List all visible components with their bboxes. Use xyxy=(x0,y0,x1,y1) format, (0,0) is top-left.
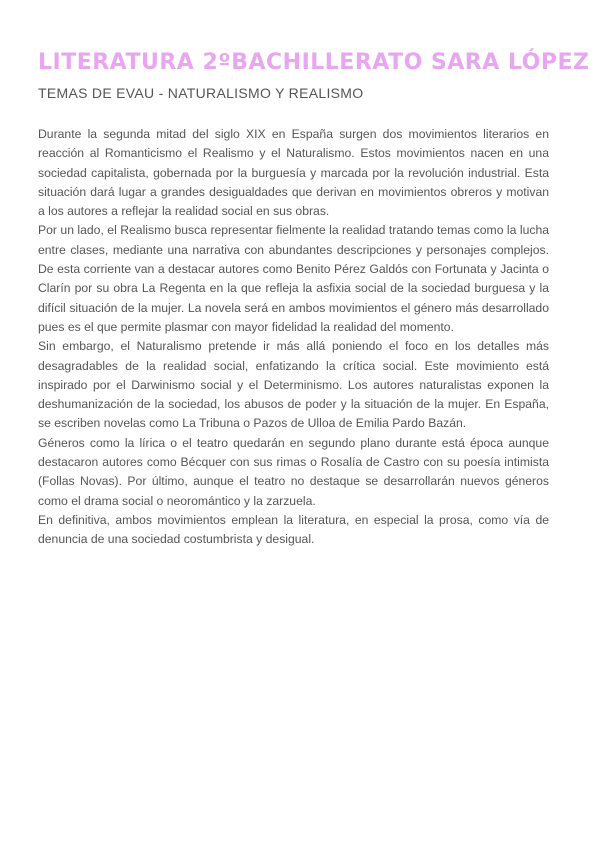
paragraph-generos: Géneros como la lírica o el teatro quedarán en segundo plano durante está época aunque destacaron autores como Bécquer con sus rimas o Rosalía de Castro con su poesía intimista (Follas Novas). Por último, aunque el teatro no destaque se desarrollarán nuevos géneros como el drama social o neoromántico y la zarzuela. xyxy=(38,435,549,508)
document-body xyxy=(38,125,549,550)
paragraph-realismo: Por un lado, el Realismo busca representar fielmente la realidad tratando temas como la lucha entre clases, mediante una narrativa con abundantes descripciones y personajes complejos. De esta corriente van a destacar autores como Benito Pérez Galdós con Fortunata y Jacinta o Clarín por su obra La Regenta en la que refleja la asfixia social de la sociedad burguesa y la difícil situación de la mujer. La novela será en ambos movimientos el género más desarrollado pues es el que permite plasmar con mayor fidelidad la realidad del momento. xyxy=(38,223,549,334)
paragraph-intro: Durante la segunda mitad del siglo XIX en España surgen dos movimientos literarios en reacción al Romanticismo el Realismo y el Naturalismo. Estos movimientos nacen en una sociedad capitalista, gobernada por la burguesía y marcada por la revolución industrial. Esta situación dará lugar a grandes desigualdades que derivan en movimientos obreros y motivan a los autores a reflejar la realidad social en sus obras. xyxy=(38,127,549,219)
paragraph-naturalismo: Sin embargo, el Naturalismo pretende ir más allá poniendo el foco en los detalles más desagradables de la realidad social, enfatizando la crítica social. Este movimiento está inspirado por el Darwinismo social y el Determinismo. Los autores naturalistas exponen la deshumanización de la sociedad, los abusos de poder y la situación de la mujer. En España, se escriben novelas como La Tribuna o Pazos de Ulloa de Emilia Pardo Bazán. xyxy=(38,339,549,431)
paragraph-conclusion: En definitiva, ambos movimientos emplean la literatura, en especial la prosa, como vía de denuncia de una sociedad costumbrista y desigual. xyxy=(38,512,549,547)
page-title: LITERATURA 2ºBACHILLERATO SARA LÓPEZ xyxy=(38,50,590,75)
page-subtitle: TEMAS DE EVAU - NATURALISMO Y REALISMO xyxy=(38,85,364,101)
